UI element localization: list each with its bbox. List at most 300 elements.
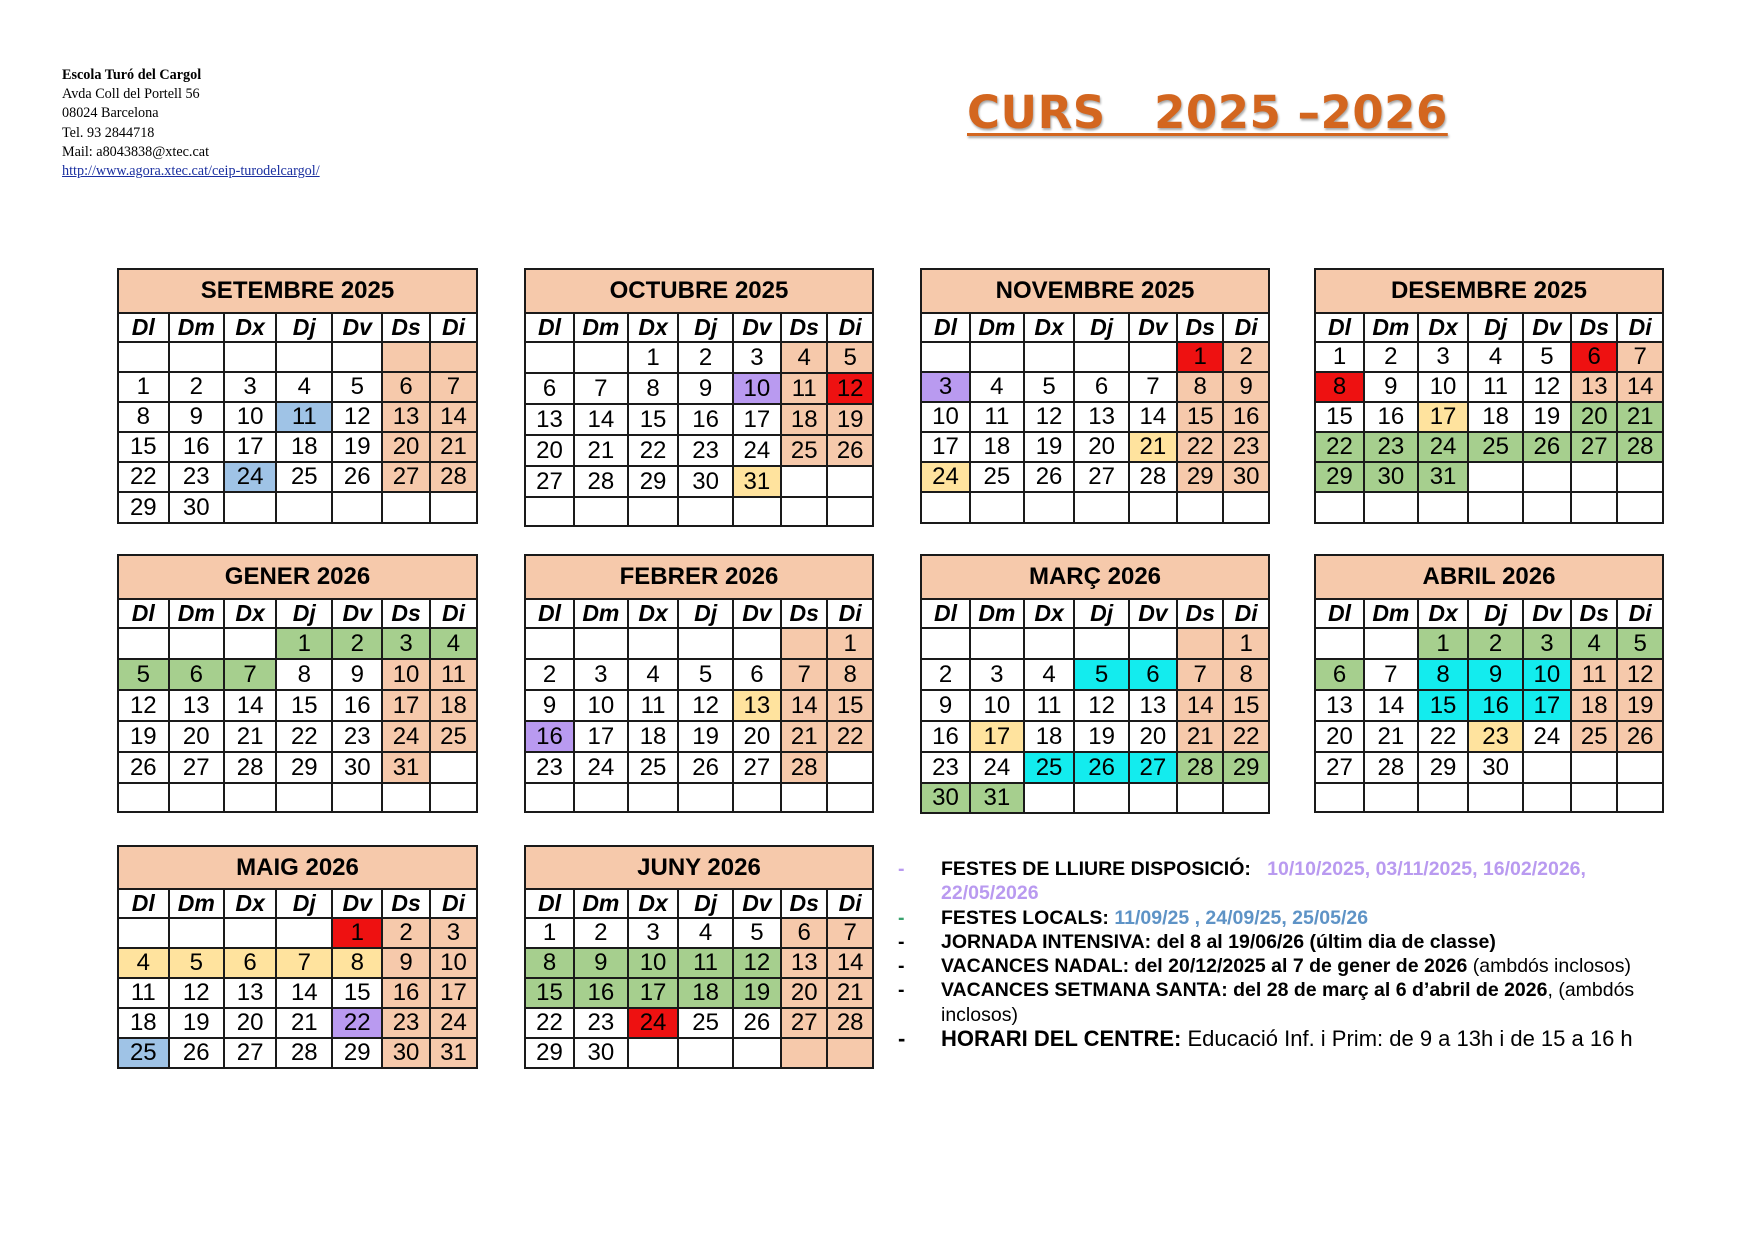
weekday-header: Dl bbox=[1315, 313, 1364, 342]
weekday-header: Di bbox=[827, 889, 873, 918]
day-cell: 30 bbox=[332, 752, 382, 783]
day-cell bbox=[970, 628, 1024, 659]
day-cell bbox=[628, 783, 679, 812]
day-cell: 12 bbox=[1024, 402, 1075, 432]
day-cell: 15 bbox=[1177, 402, 1223, 432]
day-cell: 28 bbox=[1177, 752, 1223, 783]
day-cell: 14 bbox=[781, 690, 827, 721]
day-cell bbox=[921, 492, 970, 523]
weekday-header: Ds bbox=[781, 889, 827, 918]
day-cell bbox=[1129, 492, 1177, 523]
day-cell: 30 bbox=[169, 492, 224, 523]
day-cell: 1 bbox=[1177, 342, 1223, 372]
day-cell bbox=[1617, 783, 1663, 812]
day-cell: 2 bbox=[1364, 342, 1418, 372]
month-calendar bbox=[920, 554, 1270, 814]
day-cell: 19 bbox=[169, 1008, 224, 1038]
day-cell: 9 bbox=[332, 659, 382, 690]
day-cell: 23 bbox=[525, 752, 574, 783]
day-cell: 9 bbox=[1468, 659, 1522, 690]
legend-bullet: - bbox=[898, 858, 905, 880]
school-web-link[interactable]: http://www.agora.xtec.cat/ceip-turodelcargol/ bbox=[62, 163, 320, 180]
day-cell: 15 bbox=[332, 978, 382, 1008]
day-cell: 13 bbox=[781, 948, 827, 978]
day-cell bbox=[1571, 492, 1617, 523]
day-cell: 30 bbox=[1468, 752, 1522, 783]
day-cell: 21 bbox=[1177, 721, 1223, 752]
day-cell: 15 bbox=[628, 404, 679, 435]
day-cell: 24 bbox=[224, 462, 276, 492]
legend-bullet: - bbox=[898, 1026, 906, 1052]
day-cell: 20 bbox=[1315, 721, 1364, 752]
day-cell bbox=[1074, 783, 1128, 813]
day-cell bbox=[1468, 492, 1522, 523]
day-cell: 20 bbox=[382, 432, 430, 462]
day-cell: 25 bbox=[628, 752, 679, 783]
day-cell bbox=[1024, 342, 1075, 372]
day-cell: 25 bbox=[276, 462, 332, 492]
day-cell: 14 bbox=[224, 690, 276, 721]
day-cell bbox=[1129, 783, 1177, 813]
day-cell: 5 bbox=[1024, 372, 1075, 402]
month-calendar bbox=[117, 554, 478, 813]
day-cell: 6 bbox=[1571, 342, 1617, 372]
day-cell bbox=[118, 918, 169, 948]
day-cell: 2 bbox=[1468, 628, 1522, 659]
day-cell: 28 bbox=[781, 752, 827, 783]
day-cell: 6 bbox=[781, 918, 827, 948]
weekday-header: Di bbox=[430, 313, 477, 342]
day-cell bbox=[276, 918, 332, 948]
day-cell: 10 bbox=[430, 948, 477, 978]
day-cell bbox=[970, 492, 1024, 523]
day-cell: 12 bbox=[733, 948, 781, 978]
weekday-header: Ds bbox=[1571, 313, 1617, 342]
month-calendar bbox=[524, 554, 874, 813]
day-cell bbox=[1617, 462, 1663, 492]
day-cell: 26 bbox=[1024, 462, 1075, 492]
day-cell bbox=[430, 492, 477, 523]
day-cell: 3 bbox=[1523, 628, 1571, 659]
day-cell: 11 bbox=[781, 373, 827, 404]
day-cell: 17 bbox=[574, 721, 628, 752]
day-cell: 7 bbox=[781, 659, 827, 690]
day-cell: 13 bbox=[169, 690, 224, 721]
day-cell: 16 bbox=[332, 690, 382, 721]
weekday-header: Dx bbox=[1418, 599, 1469, 628]
day-cell: 8 bbox=[1223, 659, 1269, 690]
day-cell bbox=[781, 1038, 827, 1068]
day-cell: 23 bbox=[1223, 432, 1269, 462]
day-cell: 18 bbox=[276, 432, 332, 462]
weekday-header: Dv bbox=[1523, 313, 1571, 342]
day-cell bbox=[1129, 628, 1177, 659]
legend bbox=[898, 857, 1663, 1051]
day-cell: 1 bbox=[1223, 628, 1269, 659]
day-cell bbox=[169, 783, 224, 812]
day-cell: 1 bbox=[276, 628, 332, 659]
day-cell: 26 bbox=[1074, 752, 1128, 783]
day-cell: 18 bbox=[1024, 721, 1075, 752]
weekday-header: Dm bbox=[574, 313, 628, 342]
day-cell: 20 bbox=[224, 1008, 276, 1038]
school-name: Escola Turó del Cargol bbox=[62, 67, 202, 83]
day-cell: 5 bbox=[169, 948, 224, 978]
day-cell: 7 bbox=[276, 948, 332, 978]
day-cell bbox=[678, 628, 732, 659]
day-cell: 3 bbox=[430, 918, 477, 948]
day-cell: 21 bbox=[827, 978, 873, 1008]
day-cell: 28 bbox=[1617, 432, 1663, 462]
day-cell: 29 bbox=[1177, 462, 1223, 492]
day-cell: 25 bbox=[1024, 752, 1075, 783]
day-cell: 9 bbox=[574, 948, 628, 978]
day-cell: 8 bbox=[1315, 372, 1364, 402]
day-cell: 28 bbox=[1364, 752, 1418, 783]
legend-label: FESTES LOCALS: bbox=[941, 906, 1109, 929]
weekday-header: Dj bbox=[1468, 313, 1522, 342]
day-cell: 25 bbox=[1571, 721, 1617, 752]
day-cell: 18 bbox=[118, 1008, 169, 1038]
day-cell: 21 bbox=[276, 1008, 332, 1038]
day-cell: 13 bbox=[382, 402, 430, 432]
day-cell bbox=[970, 342, 1024, 372]
month-title: MAIG 2026 bbox=[118, 846, 477, 889]
month-calendar bbox=[524, 268, 874, 527]
day-cell: 22 bbox=[276, 721, 332, 752]
day-cell: 26 bbox=[1617, 721, 1663, 752]
legend-dates: 10/10/2025, 03/11/2025, 16/02/2026, 22/05/2026 bbox=[941, 858, 1586, 905]
day-cell: 6 bbox=[224, 948, 276, 978]
day-cell: 29 bbox=[332, 1038, 382, 1068]
day-cell: 3 bbox=[382, 628, 430, 659]
day-cell: 20 bbox=[1129, 721, 1177, 752]
day-cell bbox=[781, 628, 827, 659]
legend-bullet: - bbox=[898, 979, 905, 1002]
day-cell: 7 bbox=[827, 918, 873, 948]
day-cell bbox=[169, 918, 224, 948]
day-cell: 8 bbox=[1177, 372, 1223, 402]
day-cell: 5 bbox=[118, 659, 169, 690]
legend-item-vacances-nadal bbox=[898, 954, 1663, 978]
day-cell bbox=[1315, 628, 1364, 659]
day-cell bbox=[224, 628, 276, 659]
day-cell bbox=[276, 342, 332, 372]
weekday-header: Dm bbox=[169, 889, 224, 918]
day-cell: 6 bbox=[169, 659, 224, 690]
day-cell: 29 bbox=[118, 492, 169, 523]
day-cell: 12 bbox=[332, 402, 382, 432]
day-cell: 17 bbox=[628, 978, 679, 1008]
day-cell bbox=[628, 628, 679, 659]
day-cell: 17 bbox=[970, 721, 1024, 752]
day-cell: 4 bbox=[1024, 659, 1075, 690]
day-cell bbox=[118, 628, 169, 659]
weekday-header: Dl bbox=[921, 599, 970, 628]
day-cell: 3 bbox=[921, 372, 970, 402]
day-cell bbox=[525, 628, 574, 659]
day-cell bbox=[574, 628, 628, 659]
day-cell bbox=[1074, 492, 1128, 523]
day-cell: 28 bbox=[827, 1008, 873, 1038]
day-cell: 15 bbox=[276, 690, 332, 721]
weekday-header: Dj bbox=[678, 313, 732, 342]
day-cell: 10 bbox=[1418, 372, 1469, 402]
day-cell bbox=[1523, 752, 1571, 783]
day-cell: 29 bbox=[1223, 752, 1269, 783]
legend-text: VACANCES NADAL: del 20/12/2025 al 7 de gener de 2026 bbox=[941, 955, 1468, 978]
weekday-header: Dx bbox=[1418, 313, 1469, 342]
weekday-header: Ds bbox=[1177, 599, 1223, 628]
day-cell: 30 bbox=[1364, 462, 1418, 492]
day-cell: 2 bbox=[678, 342, 732, 373]
day-cell: 15 bbox=[1418, 690, 1469, 721]
course-title: CURS 2025 –2026 bbox=[967, 86, 1448, 139]
day-cell bbox=[430, 342, 477, 372]
legend-item-jornada-intensiva bbox=[898, 930, 1663, 954]
day-cell: 22 bbox=[118, 462, 169, 492]
day-cell bbox=[169, 342, 224, 372]
day-cell: 7 bbox=[1177, 659, 1223, 690]
day-cell: 22 bbox=[1177, 432, 1223, 462]
day-cell bbox=[1024, 783, 1075, 813]
month-calendar bbox=[117, 845, 478, 1069]
day-cell: 31 bbox=[970, 783, 1024, 813]
day-cell: 17 bbox=[921, 432, 970, 462]
legend-item-lliure-disposicio bbox=[898, 857, 1663, 906]
weekday-header: Dl bbox=[525, 313, 574, 342]
day-cell: 22 bbox=[1223, 721, 1269, 752]
day-cell: 23 bbox=[921, 752, 970, 783]
school-city: 08024 Barcelona bbox=[62, 105, 159, 122]
day-cell bbox=[733, 497, 781, 526]
weekday-header: Dl bbox=[118, 889, 169, 918]
weekday-header: Dv bbox=[332, 599, 382, 628]
weekday-header: Dl bbox=[118, 599, 169, 628]
month-title: MARÇ 2026 bbox=[921, 555, 1269, 599]
day-cell bbox=[781, 497, 827, 526]
day-cell bbox=[678, 783, 732, 812]
month-title: SETEMBRE 2025 bbox=[118, 269, 477, 313]
day-cell: 31 bbox=[1418, 462, 1469, 492]
day-cell: 26 bbox=[678, 752, 732, 783]
day-cell bbox=[1364, 628, 1418, 659]
day-cell bbox=[276, 783, 332, 812]
school-address: Avda Coll del Portell 56 bbox=[62, 86, 200, 103]
day-cell: 23 bbox=[1364, 432, 1418, 462]
school-mail: Mail: a8043838@xtec.cat bbox=[62, 143, 210, 160]
day-cell bbox=[382, 342, 430, 372]
day-cell: 24 bbox=[430, 1008, 477, 1038]
day-cell: 18 bbox=[1468, 402, 1522, 432]
day-cell: 26 bbox=[118, 752, 169, 783]
day-cell: 24 bbox=[628, 1008, 679, 1038]
day-cell: 15 bbox=[118, 432, 169, 462]
weekday-header: Dj bbox=[276, 599, 332, 628]
day-cell bbox=[1074, 628, 1128, 659]
day-cell: 3 bbox=[733, 342, 781, 373]
day-cell bbox=[525, 342, 574, 373]
day-cell: 22 bbox=[525, 1008, 574, 1038]
day-cell: 10 bbox=[921, 402, 970, 432]
legend-bullet: - bbox=[898, 955, 905, 978]
day-cell: 24 bbox=[733, 435, 781, 466]
day-cell bbox=[628, 497, 679, 526]
day-cell: 14 bbox=[1177, 690, 1223, 721]
day-cell: 14 bbox=[1617, 372, 1663, 402]
month-calendar bbox=[524, 845, 874, 1069]
day-cell bbox=[224, 492, 276, 523]
day-cell: 4 bbox=[678, 918, 732, 948]
day-cell: 7 bbox=[574, 373, 628, 404]
day-cell: 27 bbox=[1571, 432, 1617, 462]
day-cell: 20 bbox=[733, 721, 781, 752]
day-cell bbox=[574, 783, 628, 812]
day-cell bbox=[430, 783, 477, 812]
day-cell: 5 bbox=[332, 372, 382, 402]
day-cell bbox=[827, 783, 873, 812]
day-cell: 10 bbox=[224, 402, 276, 432]
day-cell: 1 bbox=[1315, 342, 1364, 372]
day-cell: 6 bbox=[1074, 372, 1128, 402]
day-cell: 18 bbox=[1571, 690, 1617, 721]
weekday-header: Dj bbox=[1468, 599, 1522, 628]
day-cell: 17 bbox=[382, 690, 430, 721]
day-cell: 10 bbox=[382, 659, 430, 690]
day-cell bbox=[332, 342, 382, 372]
weekday-header: Dm bbox=[1364, 599, 1418, 628]
day-cell: 13 bbox=[525, 404, 574, 435]
day-cell: 4 bbox=[970, 372, 1024, 402]
day-cell: 13 bbox=[224, 978, 276, 1008]
day-cell: 4 bbox=[1468, 342, 1522, 372]
day-cell: 20 bbox=[169, 721, 224, 752]
day-cell: 11 bbox=[1468, 372, 1522, 402]
day-cell: 15 bbox=[525, 978, 574, 1008]
day-cell: 10 bbox=[733, 373, 781, 404]
day-cell: 11 bbox=[118, 978, 169, 1008]
day-cell: 28 bbox=[430, 462, 477, 492]
day-cell: 21 bbox=[224, 721, 276, 752]
legend-dates: 11/09/25 , 24/09/25, 25/05/26 bbox=[1114, 906, 1369, 929]
day-cell: 17 bbox=[430, 978, 477, 1008]
day-cell bbox=[1418, 783, 1469, 812]
day-cell: 25 bbox=[430, 721, 477, 752]
day-cell: 1 bbox=[827, 628, 873, 659]
day-cell: 18 bbox=[781, 404, 827, 435]
day-cell: 17 bbox=[1523, 690, 1571, 721]
weekday-header: Di bbox=[430, 599, 477, 628]
day-cell bbox=[118, 783, 169, 812]
day-cell: 28 bbox=[1129, 462, 1177, 492]
day-cell: 27 bbox=[224, 1038, 276, 1068]
day-cell: 12 bbox=[1617, 659, 1663, 690]
day-cell: 10 bbox=[628, 948, 679, 978]
legend-text-normal: (ambdós inclosos) bbox=[1467, 955, 1632, 978]
day-cell: 14 bbox=[574, 404, 628, 435]
day-cell: 6 bbox=[1129, 659, 1177, 690]
day-cell: 6 bbox=[1315, 659, 1364, 690]
day-cell bbox=[525, 497, 574, 526]
day-cell bbox=[1364, 783, 1418, 812]
day-cell: 16 bbox=[169, 432, 224, 462]
day-cell bbox=[921, 342, 970, 372]
weekday-header: Dj bbox=[1074, 313, 1128, 342]
weekday-header: Ds bbox=[1571, 599, 1617, 628]
day-cell: 11 bbox=[276, 402, 332, 432]
day-cell: 26 bbox=[1523, 432, 1571, 462]
legend-item-horari bbox=[898, 1027, 1663, 1051]
day-cell: 19 bbox=[118, 721, 169, 752]
day-cell bbox=[332, 492, 382, 523]
day-cell bbox=[1571, 462, 1617, 492]
day-cell: 9 bbox=[678, 373, 732, 404]
day-cell: 30 bbox=[574, 1038, 628, 1068]
day-cell: 16 bbox=[1364, 402, 1418, 432]
day-cell: 22 bbox=[1315, 432, 1364, 462]
weekday-header: Dm bbox=[169, 599, 224, 628]
weekday-header: Dj bbox=[1074, 599, 1128, 628]
day-cell: 23 bbox=[332, 721, 382, 752]
day-cell bbox=[1223, 492, 1269, 523]
day-cell: 25 bbox=[781, 435, 827, 466]
day-cell: 10 bbox=[574, 690, 628, 721]
day-cell: 7 bbox=[224, 659, 276, 690]
day-cell: 12 bbox=[169, 978, 224, 1008]
day-cell bbox=[118, 342, 169, 372]
day-cell: 2 bbox=[921, 659, 970, 690]
day-cell: 12 bbox=[827, 373, 873, 404]
day-cell: 8 bbox=[118, 402, 169, 432]
day-cell bbox=[1523, 462, 1571, 492]
day-cell: 6 bbox=[525, 373, 574, 404]
weekday-header: Dm bbox=[1364, 313, 1418, 342]
day-cell: 2 bbox=[382, 918, 430, 948]
day-cell: 20 bbox=[781, 978, 827, 1008]
day-cell bbox=[1024, 492, 1075, 523]
day-cell: 30 bbox=[678, 466, 732, 497]
month-calendar bbox=[1314, 554, 1664, 813]
weekday-header: Ds bbox=[781, 313, 827, 342]
weekday-header: Dv bbox=[733, 599, 781, 628]
day-cell: 25 bbox=[1468, 432, 1522, 462]
day-cell: 4 bbox=[118, 948, 169, 978]
day-cell bbox=[169, 628, 224, 659]
month-title: NOVEMBRE 2025 bbox=[921, 269, 1269, 313]
day-cell bbox=[827, 1038, 873, 1068]
day-cell: 6 bbox=[733, 659, 781, 690]
day-cell: 27 bbox=[1129, 752, 1177, 783]
day-cell: 11 bbox=[678, 948, 732, 978]
weekday-header: Ds bbox=[382, 599, 430, 628]
legend-text: JORNADA INTENSIVA: del 8 al 19/06/26 (últim dia de classe) bbox=[941, 930, 1496, 953]
weekday-header: Dm bbox=[970, 599, 1024, 628]
weekday-header: Di bbox=[430, 889, 477, 918]
weekday-header: Dj bbox=[276, 889, 332, 918]
day-cell: 29 bbox=[628, 466, 679, 497]
day-cell bbox=[1418, 492, 1469, 523]
day-cell: 16 bbox=[1468, 690, 1522, 721]
day-cell: 26 bbox=[733, 1008, 781, 1038]
day-cell: 4 bbox=[430, 628, 477, 659]
weekday-header: Dl bbox=[1315, 599, 1364, 628]
day-cell bbox=[781, 783, 827, 812]
day-cell: 19 bbox=[678, 721, 732, 752]
day-cell: 17 bbox=[1418, 402, 1469, 432]
day-cell bbox=[1177, 783, 1223, 813]
day-cell: 18 bbox=[628, 721, 679, 752]
day-cell bbox=[1315, 783, 1364, 812]
